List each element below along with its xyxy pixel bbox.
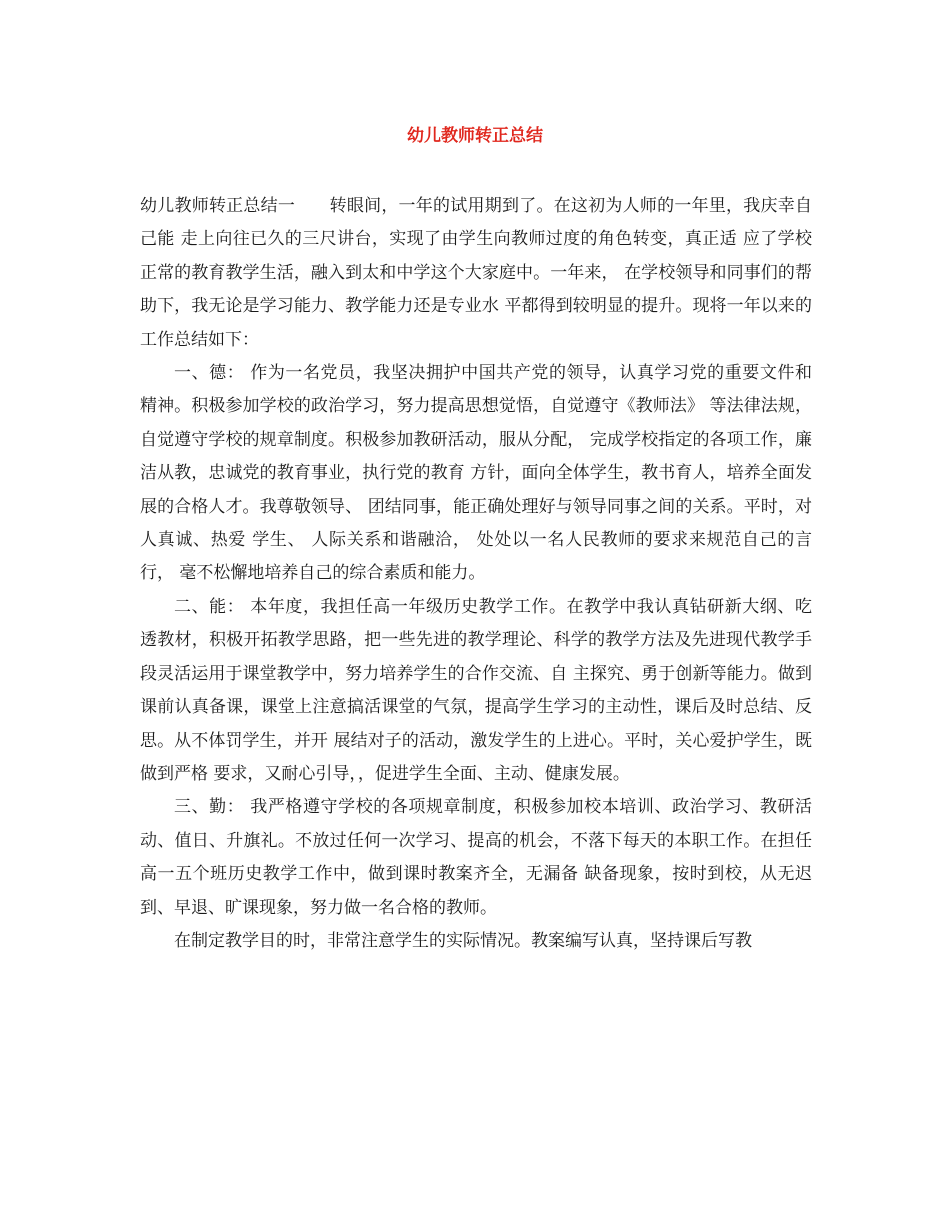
paragraph-diligence: 三、勤： 我严格遵守学校的各项规章制度，积极参加校本培训、政治学习、教研活 动、值日、升旗礼。不放过任何一次学习、提高的机会，不落下每天的本职工作。在担任高一五个班历史教学工作中，做到课时教案齐全，无漏备 缺备现象，按时到校，从无迟到、早退、旷课现象，努力做一名合格的教师。 xyxy=(140,797,812,918)
paragraph-teaching-goals: 在制定教学目的时，非常注意学生的实际情况。教案编写认真，坚持课后写教 xyxy=(174,930,752,951)
paragraph-intro: 幼儿教师转正总结一 转眼间，一年的试用期到了。在这初为人师的一年里，我庆幸自己能 走上向往已久的三尺讲台，实现了由学生向教师过度的角色转变，真正适 应了学校正常的教育教学生活，融入到太和中学这个大家庭中。一年来， 在学校领导和同事们的帮助下，我无论是学习能力、教学能力还是专业水 平都得到较明显的提升。现将一年以来的工作总结如下： xyxy=(140,196,812,350)
document-body xyxy=(140,190,812,958)
document-title: 幼儿教师转正总结 xyxy=(407,126,543,146)
paragraph-morality: 一、德： 作为一名党员，我坚决拥护中国共产党的领导，认真学习党的重要文件和 精神。积极参加学校的政治学习，努力提高思想觉悟，自觉遵守《教师法》 等法律法规，自觉遵守学校的规章制度。积极参加教研活动，服从分配， 完成学校指定的各项工作，廉洁从教，忠诚党的教育事业，执行党的教育 方针，面向全体学生，教书育人，培养全面发展的合格人才。我尊敬领导、 团结同事，能正确处理好与领导同事之间的关系。平时，对人真诚、热爱 学生、 人际关系和谐融洽， 处处以一名人民教师的要求来规范自己的言行， 毫不松懈地培养自己的综合素质和能力。 xyxy=(140,363,812,584)
paragraph-ability: 二、能： 本年度，我担任高一年级历史教学工作。在教学中我认真钻研新大纲、吃 透教材，积极开拓教学思路，把一些先进的教学理论、科学的教学方法及先进现代教学手段灵活运用于课堂教学中，努力培养学生的合作交流、自 主探究、勇于创新等能力。做到课前认真备课，课堂上注意搞活课堂的气氛，提高学生学习的主动性，课后及时总结、反思。从不体罚学生，并开 展结对子的活动，激发学生的上进心。平时，关心爱护学生，既做到严格 要求，又耐心引导，，促进学生全面、主动、健康发展。 xyxy=(140,596,812,784)
